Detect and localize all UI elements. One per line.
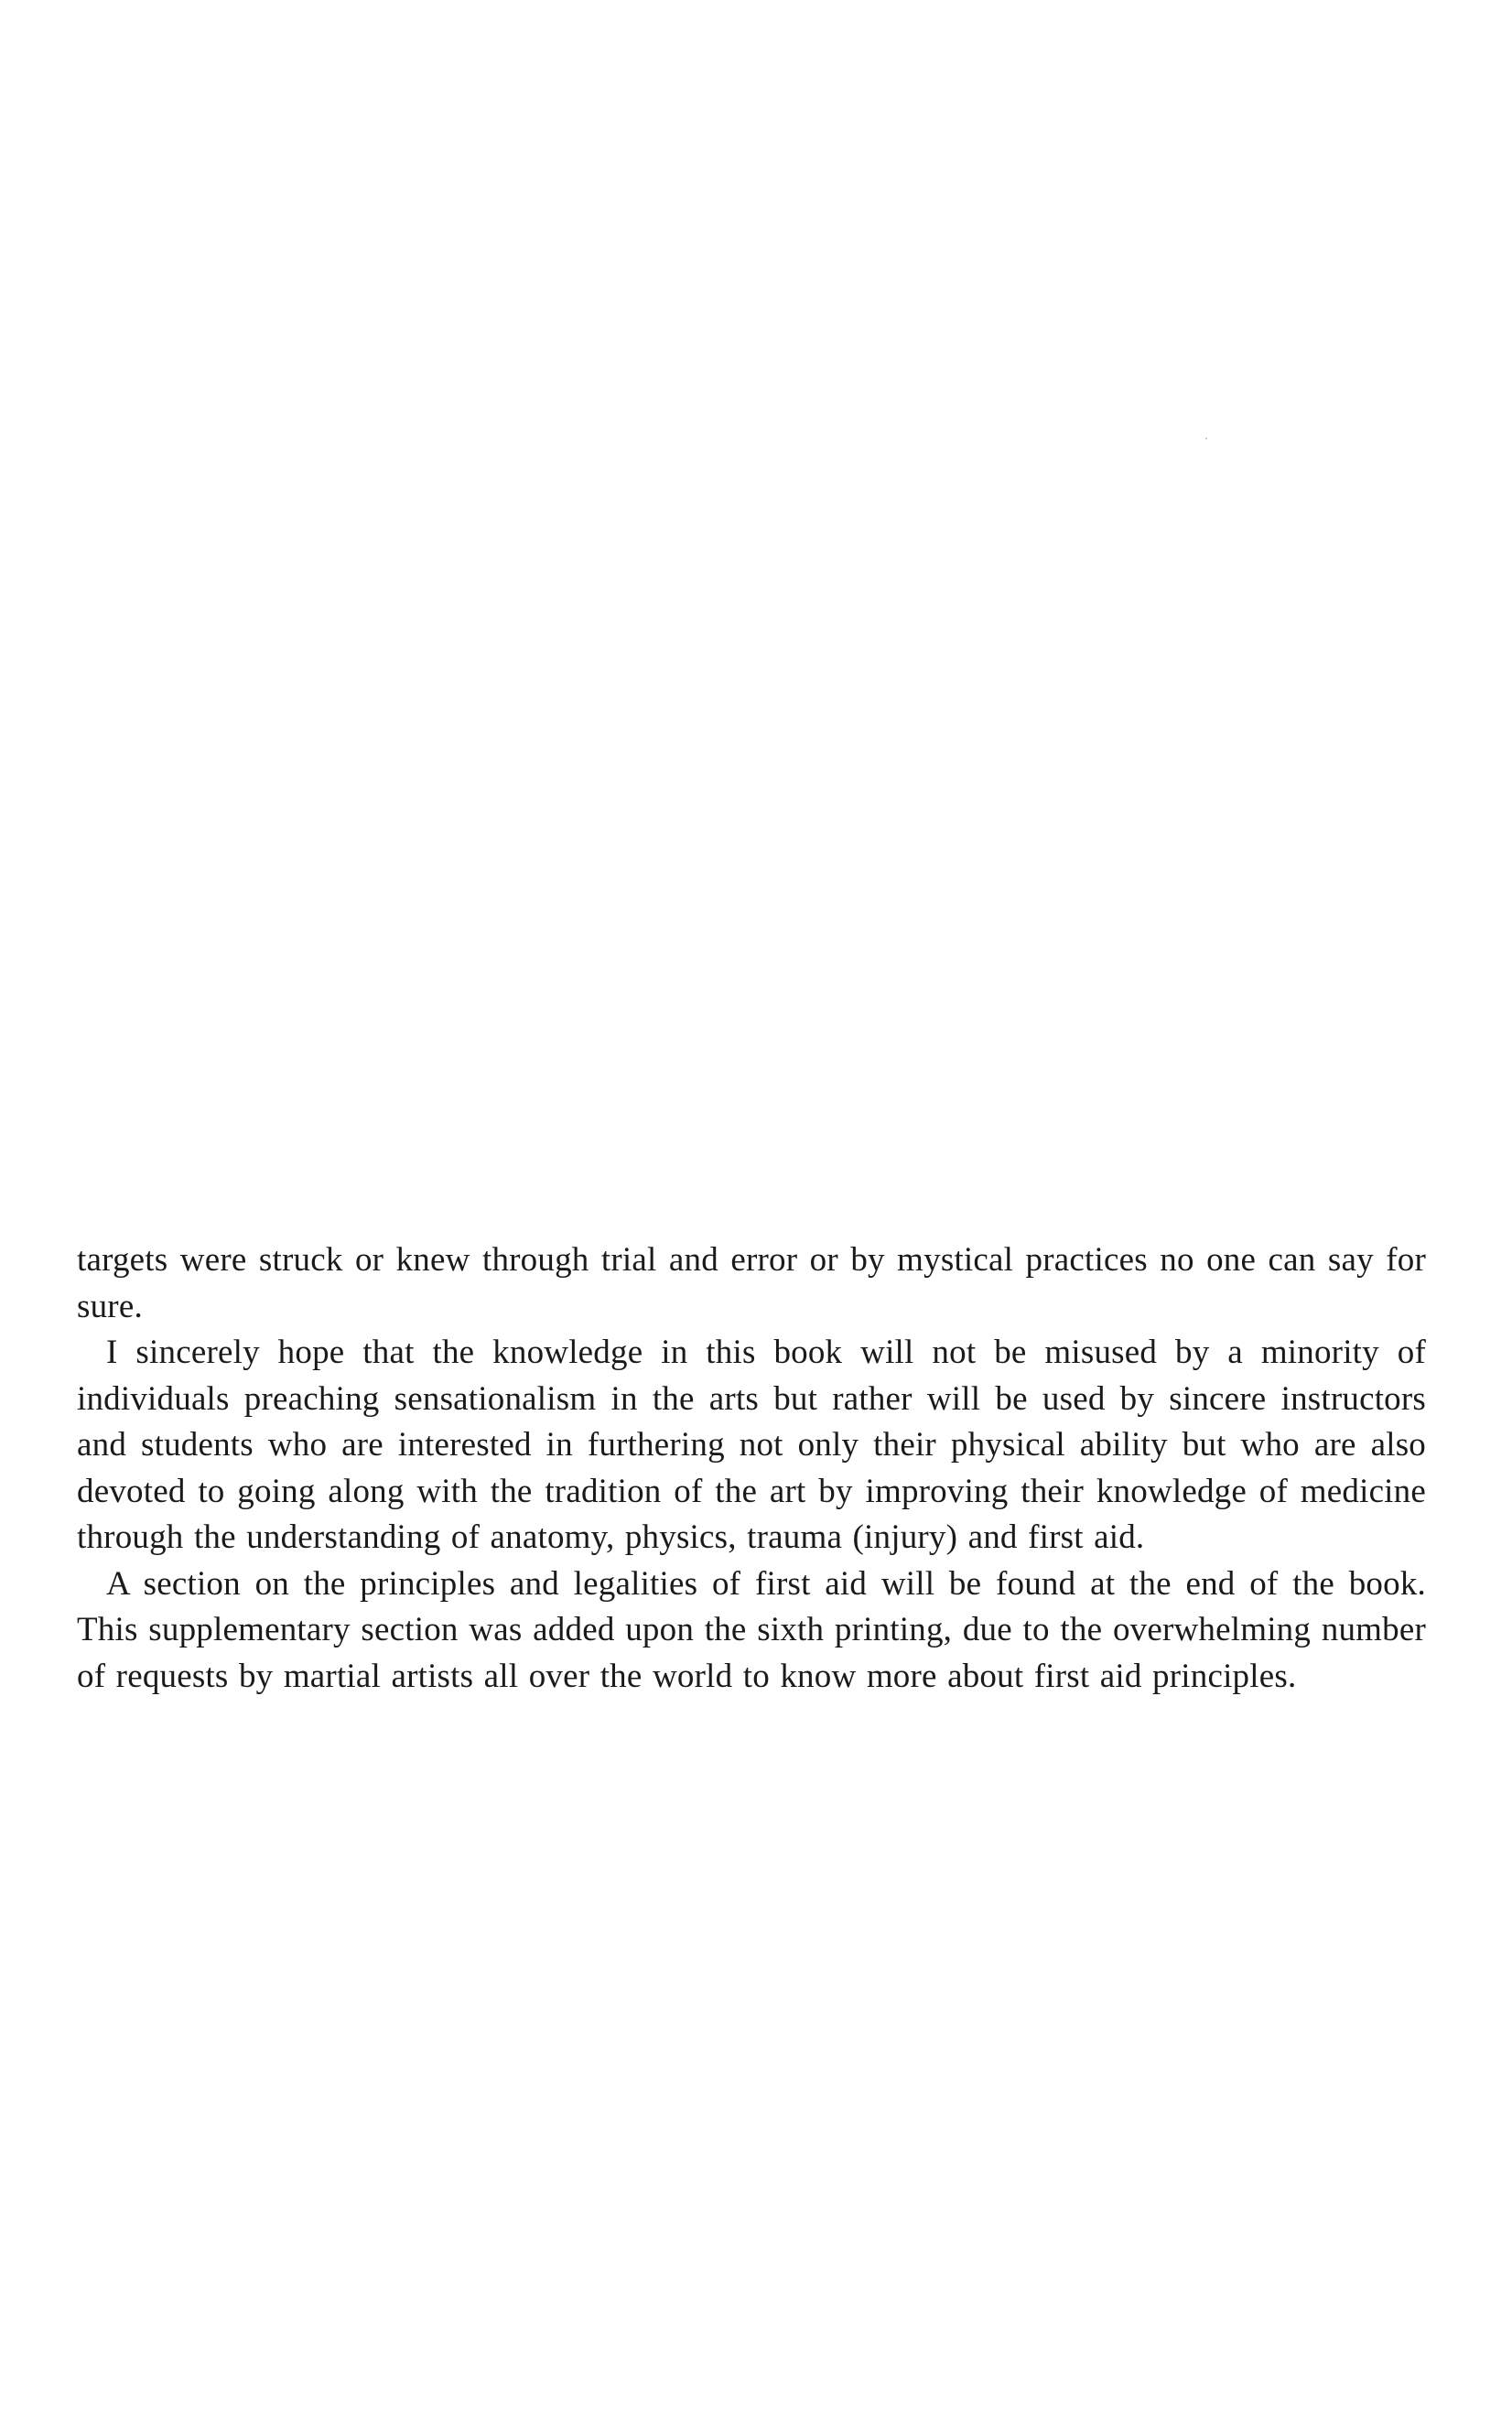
scan-speck bbox=[1205, 438, 1207, 439]
paragraph-knowledge-hope: I sincerely hope that the knowledge in this book will not be misused by a minority of individuals preaching sensationalism in the arts but rather will be used by sincere instructors and students who are interested in furthering not only their physical ability but who are also devoted to going along with the tradition of the art by improving their knowledge of medicine through the understanding of anatomy, physics, trauma (injury) and first aid. bbox=[77, 1334, 1426, 1556]
paragraph-first-aid-section: A section on the principles and legalities of first aid will be found at the end of the book. This supplementary section was added upon the sixth printing, due to the overwhelming number of requests by martial artists all over the world to know more about first aid principles. bbox=[77, 1564, 1426, 1695]
body-text bbox=[77, 1237, 1426, 1700]
paragraph-continuation: targets were struck or knew through trial and error or by mystical practices no one can say for sure. bbox=[77, 1241, 1426, 1325]
